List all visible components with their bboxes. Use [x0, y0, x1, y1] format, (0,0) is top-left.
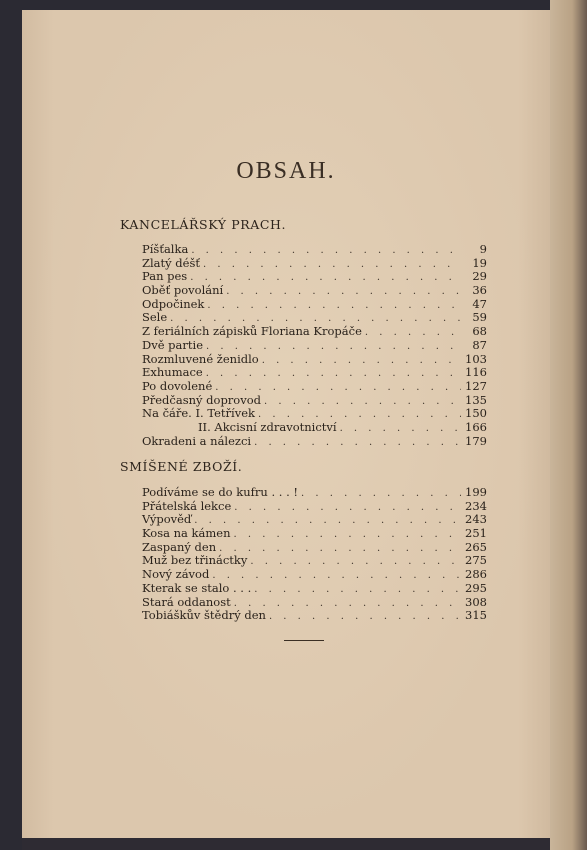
toc-entry-page: 243: [465, 512, 487, 527]
toc-entry-title: Sele: [142, 310, 168, 325]
toc-entry-page: 9: [479, 242, 487, 256]
toc-entry-title: Oběť povolání: [142, 283, 224, 298]
toc-entry: [142, 582, 487, 596]
page-title: OBSAH.: [236, 158, 336, 184]
toc-entry-page: 47: [472, 296, 487, 311]
toc-entry-title: Rozmluvené ženidlo: [142, 351, 259, 366]
dot-leader: [301, 487, 461, 501]
toc-entry-title: Výpověď: [142, 512, 192, 527]
toc-entry-page: 315: [465, 608, 487, 623]
toc-entry-title: Pan pes: [142, 269, 188, 284]
toc-entry-page: 135: [465, 392, 487, 407]
dot-leader: [219, 542, 461, 556]
toc-entry-title: Na čáře. I. Tetřívek: [142, 406, 255, 421]
toc-entry-title: Muž bez třináctky: [142, 553, 248, 568]
toc-entry-page: 234: [465, 498, 487, 513]
toc-entry: [142, 394, 487, 408]
toc-entry: [142, 325, 487, 339]
toc-entry-page: 295: [465, 580, 487, 595]
section-heading: SMÍŠENÉ ZBOŽÍ.: [120, 459, 243, 474]
closing-rule: [284, 640, 324, 641]
toc-entry: [142, 353, 487, 367]
dot-leader: [203, 258, 461, 272]
toc-entry-title: Okradeni a nálezci: [142, 433, 252, 448]
dot-leader: [254, 583, 461, 597]
toc-entry-title: Kterak se stalo . . .: [142, 580, 252, 595]
dot-leader: [340, 422, 461, 436]
dot-leader: [191, 244, 461, 258]
dot-leader: [190, 271, 461, 285]
toc-entry-title: Předčasný doprovod: [142, 392, 262, 407]
toc-entry-title: Z feriálních zápisků Floriana Kropáče: [142, 324, 362, 339]
toc-entry-page: 68: [472, 324, 487, 339]
dot-leader: [233, 528, 461, 542]
dot-leader: [206, 367, 461, 381]
toc-entry-title: Po dovolené: [142, 378, 213, 393]
toc-entry-page: 166: [465, 419, 487, 434]
toc-entry-title: Exhumace: [142, 365, 203, 380]
toc-entry-page: 29: [472, 269, 487, 284]
toc-entry-title: Zaspaný den: [142, 539, 217, 554]
dot-leader: [264, 395, 461, 409]
toc-entry-page: 103: [465, 351, 487, 366]
toc-entry: [142, 596, 487, 610]
toc-entry-title: Nový závod: [142, 567, 210, 582]
dot-leader: [226, 285, 461, 299]
toc-entry-page: 265: [465, 539, 487, 554]
toc-entry-title: Tobiáškův štědrý den: [142, 608, 266, 623]
toc-entry: [142, 500, 487, 514]
toc-entry-page: 59: [472, 310, 487, 325]
toc-entry: [142, 243, 487, 257]
book-bottom-edge: [22, 838, 550, 850]
dot-leader: [269, 610, 461, 624]
toc-entry: [142, 421, 487, 435]
dot-leader: [194, 514, 461, 528]
toc-entry: [142, 257, 487, 271]
toc-entry-title: Odpočinek: [142, 296, 205, 311]
section-heading: KANCELÁŘSKÝ PRACH.: [120, 217, 287, 232]
toc-entry: [142, 366, 487, 380]
toc-entry-title: Stará oddanost: [142, 594, 231, 609]
toc-entry-title: Zlatý déšť: [142, 255, 200, 270]
book-page: [22, 10, 550, 838]
toc-entry: [142, 298, 487, 312]
dot-leader: [234, 501, 461, 515]
toc-list: [142, 486, 487, 623]
toc-entry-page: 116: [465, 365, 487, 380]
toc-entry-title: Kosa na kámen: [142, 526, 231, 541]
toc-entry-page: 127: [465, 378, 487, 393]
toc-entry-page: 199: [465, 485, 487, 499]
toc-entry: [142, 513, 487, 527]
toc-entry-page: 275: [465, 553, 487, 568]
toc-list: [142, 243, 487, 448]
toc-entry: [142, 270, 487, 284]
toc-entry-title: Přátelská lekce: [142, 498, 232, 513]
toc-entry: [142, 435, 487, 449]
toc-entry: [142, 380, 487, 394]
toc-entry-page: 251: [465, 526, 487, 541]
toc-entry: [142, 284, 487, 298]
toc-entry: [142, 311, 487, 325]
toc-entry: [142, 339, 487, 353]
toc-entry-page: 87: [472, 337, 487, 352]
toc-entry: [142, 486, 487, 500]
book-cover-edge: [550, 0, 587, 850]
toc-entry: [142, 407, 487, 421]
toc-entry-title: Píšťalka: [142, 242, 189, 256]
toc-entry-title: Podíváme se do kufru . . . !: [142, 485, 299, 499]
toc-entry-title: II. Akcisní zdravotnictví: [198, 419, 337, 434]
toc-entry-page: 179: [465, 433, 487, 448]
toc-entry-page: 150: [465, 406, 487, 421]
dot-leader: [234, 597, 461, 611]
toc-entry-title: Dvě partie: [142, 337, 203, 352]
dot-leader: [254, 436, 461, 450]
toc-entry-page: 36: [472, 283, 487, 298]
dot-leader: [365, 326, 461, 340]
toc-entry-page: 308: [465, 594, 487, 609]
dot-leader: [250, 555, 461, 569]
toc-entry: [142, 527, 487, 541]
toc-entry: [142, 554, 487, 568]
toc-entry-page: 286: [465, 567, 487, 582]
dot-leader: [207, 299, 461, 313]
toc-entry: [142, 609, 487, 623]
dot-leader: [262, 354, 461, 368]
toc-entry: [142, 568, 487, 582]
toc-entry: [142, 541, 487, 555]
toc-entry-page: 19: [472, 255, 487, 270]
